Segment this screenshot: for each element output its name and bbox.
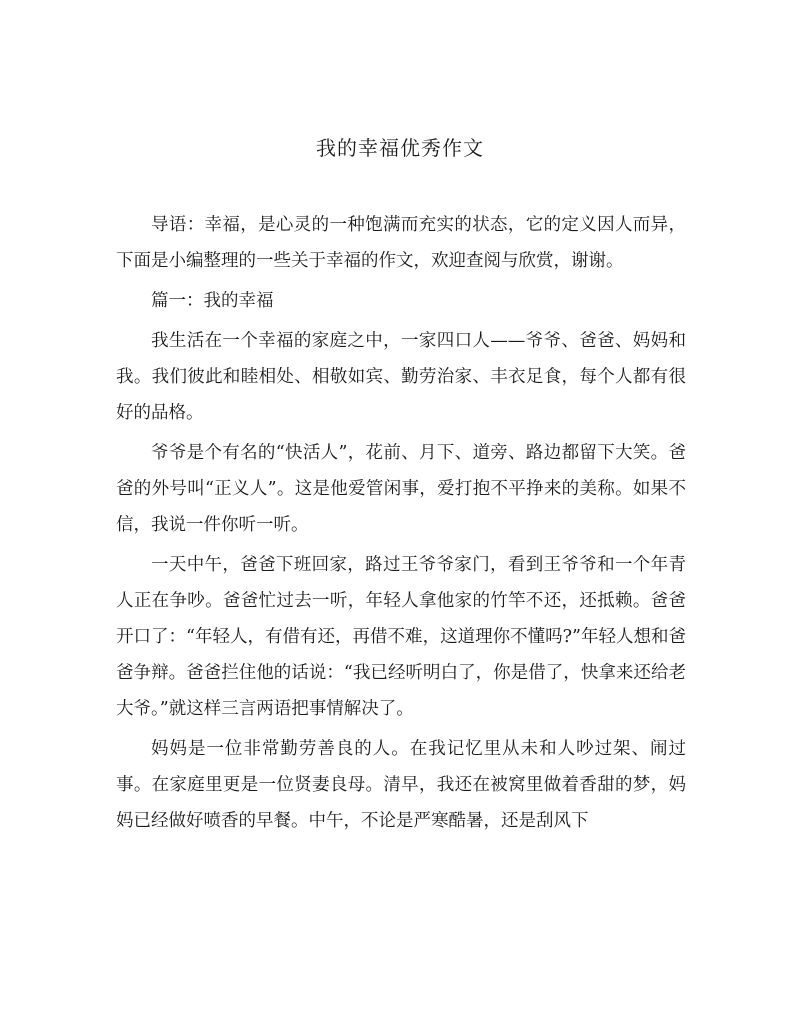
intro-paragraph: 导语：幸福，是心灵的一种饱满而充实的状态，它的定义因人而异，下面是小编整理的一些关于幸福的作文，欢迎查阅与欣赏，谢谢。: [116, 215, 686, 271]
article-body: [116, 207, 686, 843]
body-paragraph: 我生活在一个幸福的家庭之中，一家四口人——爷爷、爸爸、妈妈和我。我们彼此和睦相处、相敬如宾、勤劳治家、丰衣足食，每个人都有很好的品格。: [116, 331, 686, 423]
body-paragraph: 妈妈是一位非常勤劳善良的人。在我记忆里从未和人吵过架、闹过事。在家庭里更是一位贤妻良母。清早，我还在被窝里做着香甜的梦，妈妈已经做好喷香的早餐。中午，不论是严寒酷暑，还是刮风下: [116, 739, 686, 831]
section-heading: 篇一：我的幸福: [151, 291, 274, 311]
body-paragraph: 一天中午，爸爸下班回家，路过王爷爷家门，看到王爷爷和一个年青人正在争吵。爸爸忙过去一听，年轻人拿他家的竹竿不还，还抵赖。爸爸开口了：“年轻人，有借有还，再借不难，这道理你不懂吗?”年轻人想和爸爸争辩。爸爸拦住他的话说：“我已经听明白了，你是借了，快拿来还给老大爷。”就这样三言两语把事情解决了。: [116, 555, 686, 719]
body-paragraph: 爷爷是个有名的“快活人”，花前、月下、道旁、路边都留下大笑。爸爸的外号叫“正义人”。这是他爱管闲事，爱打抱不平挣来的美称。如果不信，我说一件你听一听。: [116, 443, 686, 535]
page-title: 我的幸福优秀作文: [316, 136, 484, 160]
